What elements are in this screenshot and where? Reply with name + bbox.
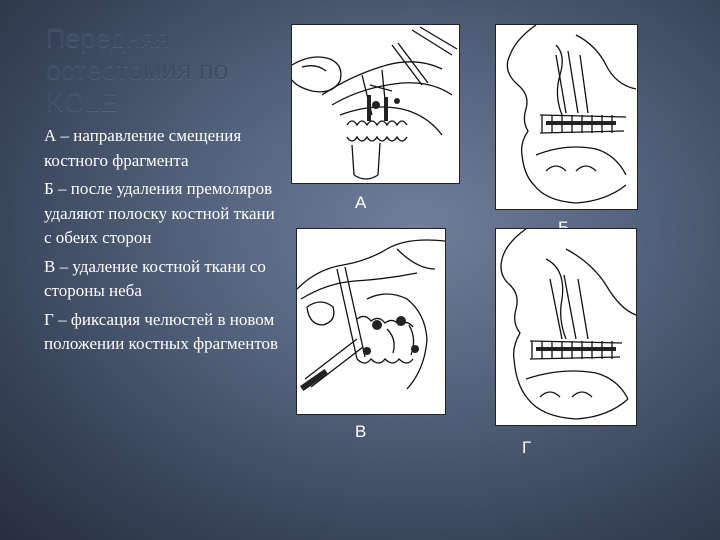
skull-profile-illustration-icon (496, 25, 637, 209)
figure-a-image (291, 24, 460, 184)
figure-a-caption: А (355, 193, 367, 212)
skull-profile-illustration-icon (496, 229, 636, 425)
figure-legend (44, 124, 284, 357)
legend-item-g: Г – фиксация челюстей в новом положении костных фрагментов (44, 309, 279, 353)
slide-title: Передняя остеотомия по KOLE (46, 23, 229, 117)
surgical-illustration-icon (292, 25, 459, 183)
legend-item-v: В – удаление костной ткани со стороны неба (44, 256, 266, 300)
figure-b-image (495, 24, 638, 210)
figure-g-image (495, 228, 637, 426)
legend-item-b: Б – после удаления премоляров удаляют полоску костной ткани с обеих сторон (44, 179, 275, 247)
figure-v-caption: В (355, 422, 367, 441)
legend-item-a: А – направление смещения костного фрагмента (44, 126, 242, 170)
figure-v-image (296, 228, 446, 415)
figure-g-caption: Г (522, 438, 532, 457)
surgical-illustration-icon (297, 229, 445, 414)
